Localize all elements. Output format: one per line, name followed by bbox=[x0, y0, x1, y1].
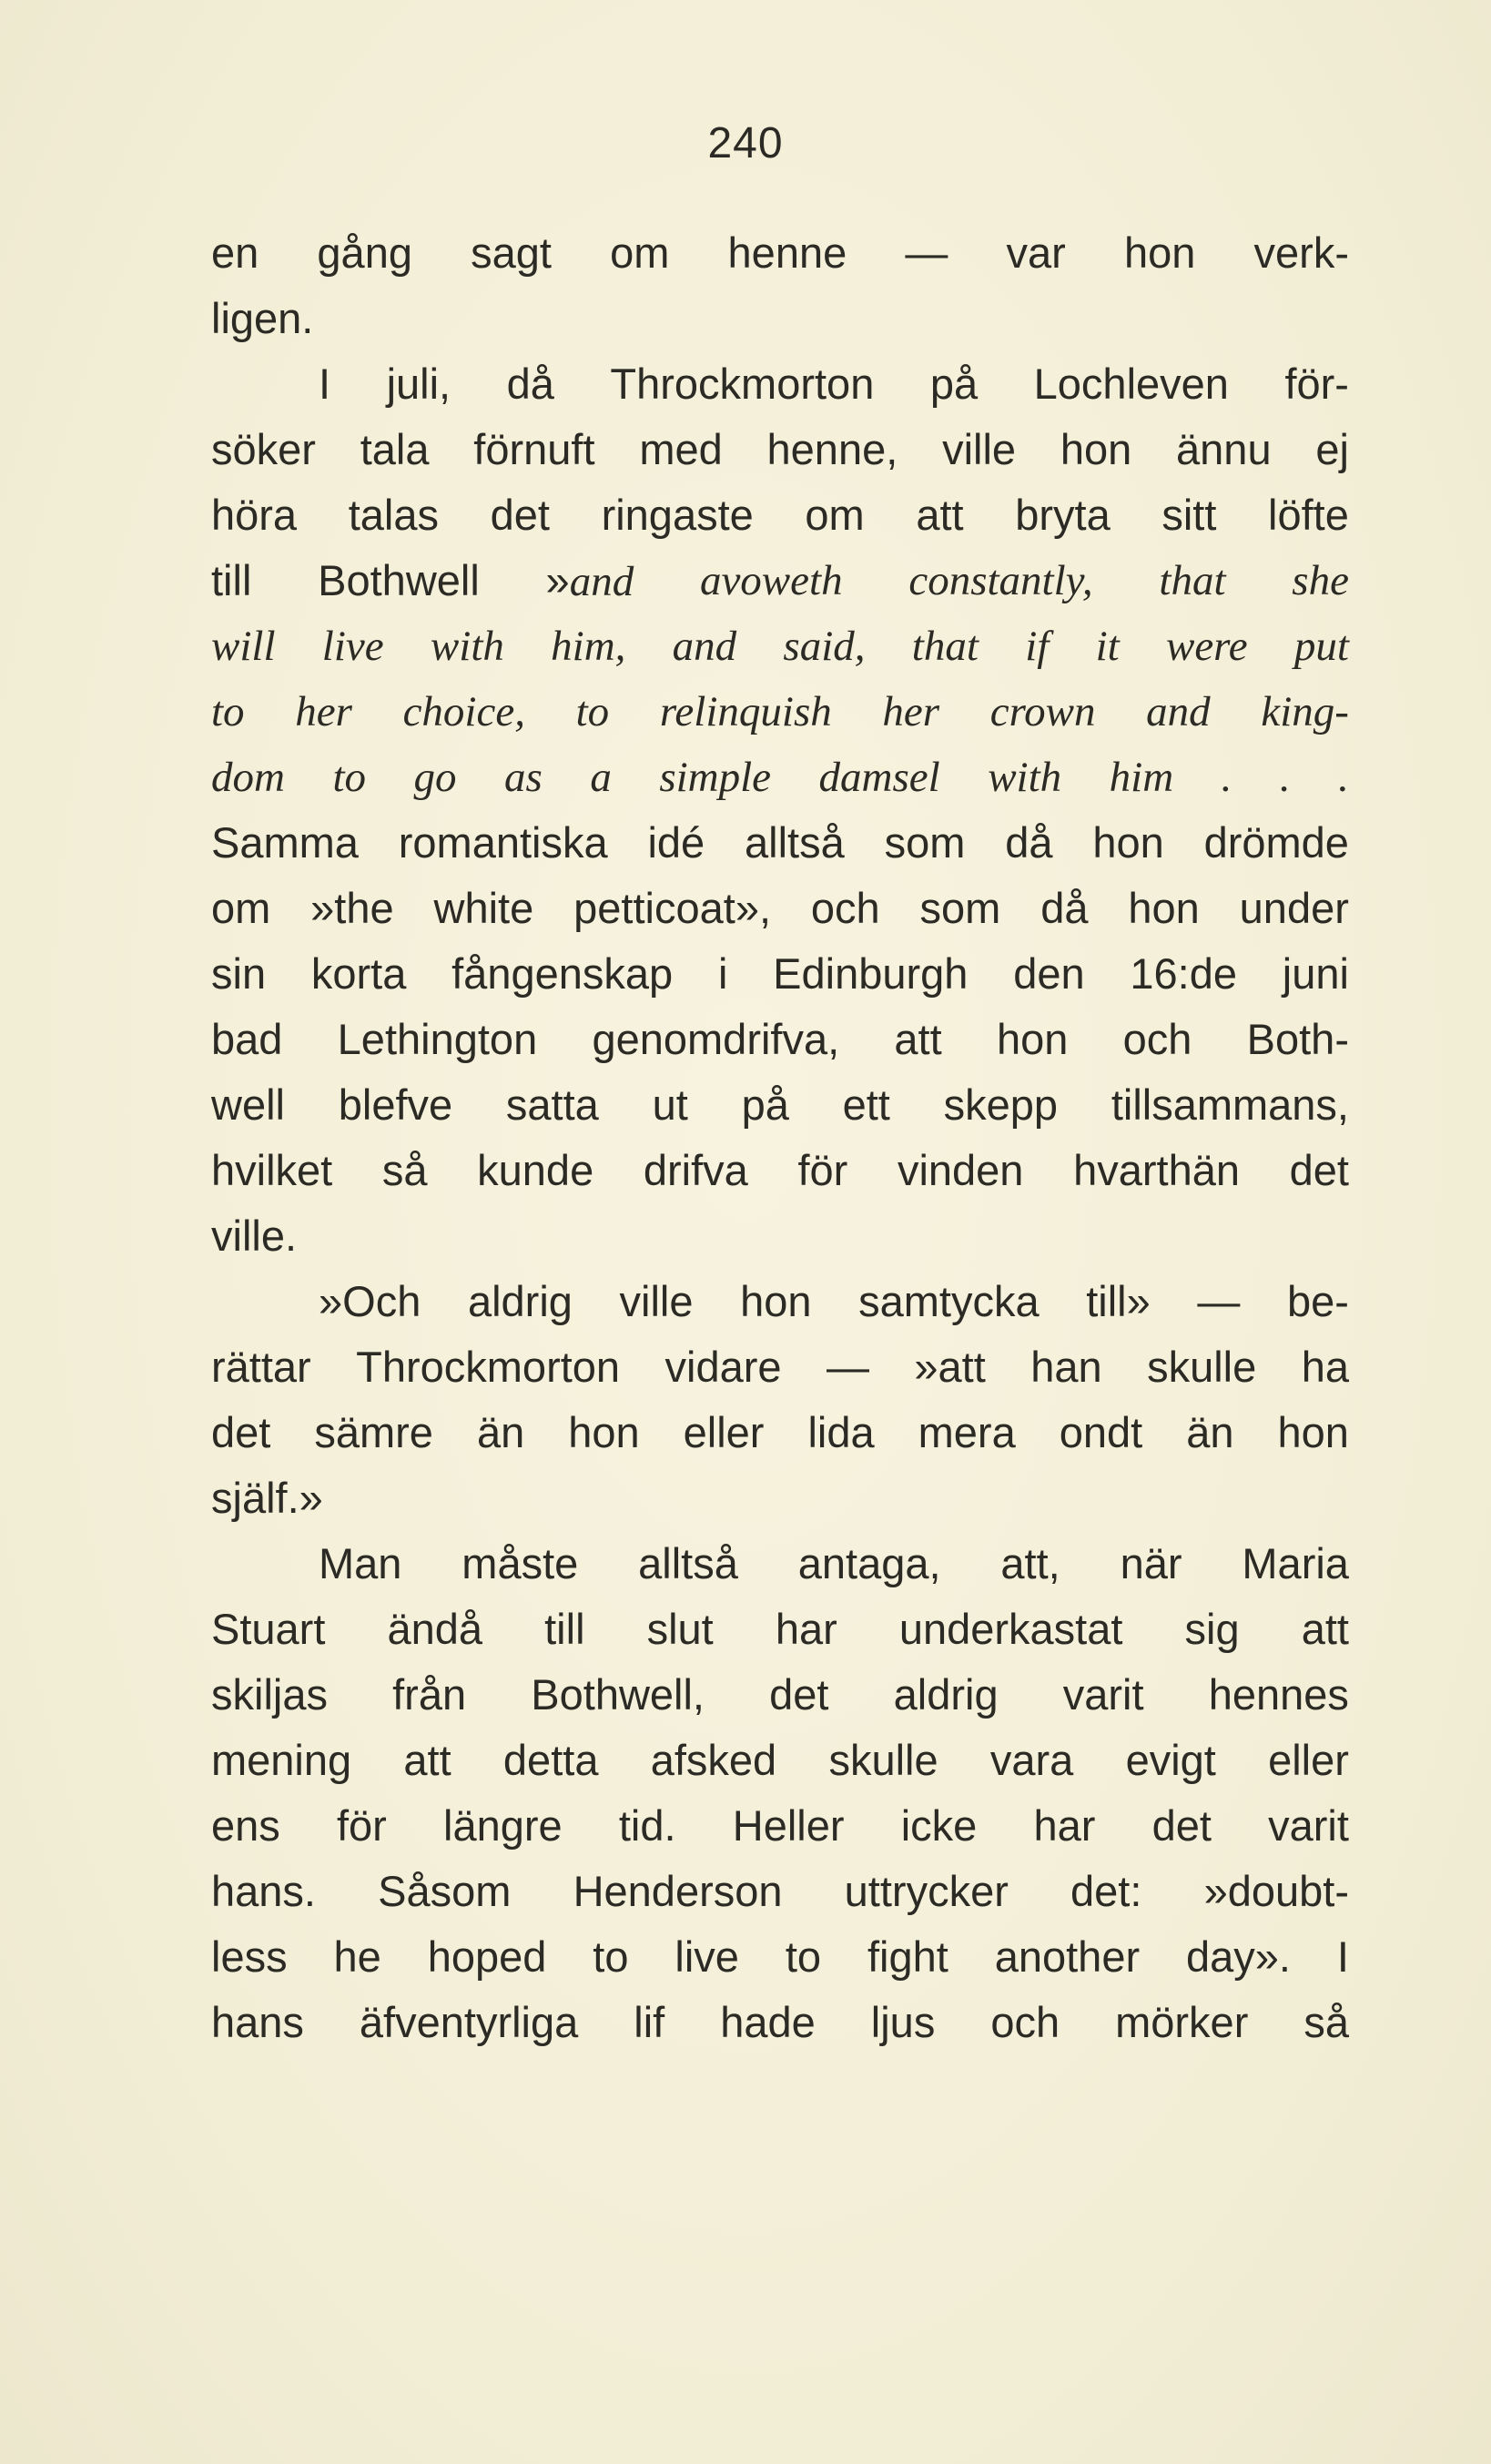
word: som bbox=[884, 818, 966, 867]
word: äfventyrliga bbox=[359, 1998, 579, 2046]
word: han bbox=[1030, 1343, 1102, 1391]
word: kunde bbox=[477, 1146, 594, 1194]
word: att bbox=[1301, 1605, 1349, 1653]
text-line bbox=[211, 351, 1349, 417]
word: tillsammans, bbox=[1111, 1080, 1349, 1129]
word: varit bbox=[1268, 1801, 1349, 1850]
text-line bbox=[211, 1793, 1349, 1859]
text-line bbox=[211, 482, 1349, 548]
word: hvilket bbox=[211, 1146, 333, 1194]
text-line bbox=[211, 286, 1349, 351]
word: att bbox=[403, 1736, 451, 1784]
word: eller bbox=[683, 1408, 765, 1456]
word: blefve bbox=[338, 1080, 453, 1129]
word: live bbox=[674, 1932, 739, 1981]
word: avoweth bbox=[699, 557, 843, 604]
word: evigt bbox=[1125, 1736, 1216, 1784]
word: då bbox=[1040, 884, 1089, 932]
word: har bbox=[775, 1605, 837, 1653]
word: tala bbox=[360, 425, 430, 473]
word: romantiska bbox=[398, 818, 608, 867]
word: 16:de bbox=[1130, 949, 1238, 998]
word: idé bbox=[647, 818, 705, 867]
word: sin bbox=[211, 949, 267, 998]
word: »and bbox=[545, 556, 634, 605]
text-line bbox=[211, 1072, 1349, 1138]
word: själf.» bbox=[211, 1474, 323, 1522]
word: vidare bbox=[664, 1343, 782, 1391]
word: juli, bbox=[386, 360, 451, 408]
word: fight bbox=[867, 1932, 948, 1981]
word: said, bbox=[783, 623, 866, 670]
word: ondt bbox=[1059, 1408, 1143, 1456]
text-line bbox=[211, 1924, 1349, 1990]
word: talas bbox=[348, 491, 439, 539]
text-line bbox=[211, 1465, 1349, 1531]
word: under bbox=[1239, 884, 1349, 932]
word: Bothwell bbox=[318, 556, 480, 604]
word: drifva bbox=[643, 1146, 748, 1194]
word: skiljas bbox=[211, 1670, 328, 1719]
text-line bbox=[211, 1138, 1349, 1203]
word: från bbox=[392, 1670, 467, 1719]
word: sagt bbox=[471, 228, 552, 277]
word: till bbox=[544, 1605, 585, 1653]
word: skepp bbox=[943, 1080, 1059, 1129]
word: sig bbox=[1184, 1605, 1240, 1653]
word: bad bbox=[211, 1015, 283, 1063]
word: den bbox=[1013, 949, 1085, 998]
word: ljus bbox=[870, 1998, 936, 2046]
word: hans bbox=[211, 1998, 304, 2046]
word: vara bbox=[989, 1736, 1074, 1784]
word: och bbox=[810, 884, 880, 932]
word: ville bbox=[942, 425, 1017, 473]
word: I bbox=[1336, 1932, 1349, 1981]
word: that bbox=[911, 623, 979, 670]
body-text bbox=[211, 220, 1349, 2055]
word: det bbox=[1289, 1146, 1349, 1194]
word: hon bbox=[1060, 425, 1132, 473]
word: her bbox=[295, 688, 352, 735]
word: om bbox=[211, 884, 271, 932]
word: and bbox=[1146, 688, 1211, 735]
word: Maria bbox=[1242, 1539, 1349, 1587]
word: icke bbox=[900, 1801, 978, 1850]
word: alltså bbox=[638, 1539, 738, 1587]
word: aldrig bbox=[893, 1670, 999, 1719]
word: live bbox=[321, 623, 384, 670]
word: hon bbox=[740, 1277, 812, 1325]
word: hon bbox=[1123, 228, 1196, 277]
word: ringaste bbox=[601, 491, 754, 539]
text-line bbox=[211, 1859, 1349, 1924]
word: detta bbox=[502, 1736, 599, 1784]
word: Both- bbox=[1246, 1015, 1349, 1063]
word: tid. bbox=[618, 1801, 676, 1850]
word: to bbox=[332, 754, 367, 801]
word: ut bbox=[652, 1080, 688, 1129]
word: aldrig bbox=[467, 1277, 573, 1325]
word: another bbox=[994, 1932, 1141, 1981]
word: drömde bbox=[1203, 818, 1349, 867]
word: mörker bbox=[1115, 1998, 1249, 2046]
word: Bothwell, bbox=[531, 1670, 705, 1719]
word: skulle bbox=[828, 1736, 938, 1784]
word: I bbox=[319, 360, 331, 408]
word: det bbox=[769, 1670, 829, 1719]
word: söker bbox=[211, 425, 316, 473]
word: afsked bbox=[650, 1736, 777, 1784]
text-line bbox=[211, 1269, 1349, 1334]
text-line bbox=[211, 220, 1349, 286]
word: . bbox=[1279, 754, 1291, 801]
word: genomdrifva, bbox=[592, 1015, 840, 1063]
word: har bbox=[1033, 1801, 1096, 1850]
word: på bbox=[741, 1080, 789, 1129]
word: she bbox=[1292, 557, 1349, 604]
word: varit bbox=[1062, 1670, 1144, 1719]
text-line bbox=[211, 1597, 1349, 1662]
word: damsel bbox=[818, 754, 940, 801]
word: if bbox=[1025, 623, 1050, 670]
word: Såsom bbox=[378, 1867, 512, 1915]
word: lida bbox=[807, 1408, 875, 1456]
word: day». bbox=[1186, 1932, 1291, 1981]
word: om bbox=[805, 491, 865, 539]
word: för- bbox=[1284, 360, 1349, 408]
word: bryta bbox=[1015, 491, 1111, 539]
word: him bbox=[1109, 754, 1174, 801]
text-line bbox=[211, 1990, 1349, 2055]
word: hon bbox=[1092, 818, 1164, 867]
word: sitt bbox=[1161, 491, 1217, 539]
word: king- bbox=[1261, 688, 1349, 735]
word: mening bbox=[211, 1736, 352, 1784]
word: henne bbox=[727, 228, 847, 277]
word: a bbox=[590, 754, 612, 801]
word: samtycka bbox=[858, 1277, 1040, 1325]
word: put bbox=[1293, 623, 1349, 670]
word: and bbox=[672, 623, 737, 670]
word: verk- bbox=[1253, 228, 1349, 277]
word: det bbox=[211, 1408, 271, 1456]
word: constantly, bbox=[908, 557, 1093, 604]
text-line bbox=[211, 1531, 1349, 1597]
word: mera bbox=[918, 1408, 1016, 1456]
word: satta bbox=[505, 1080, 599, 1129]
word: — bbox=[905, 228, 948, 277]
word: måste bbox=[462, 1539, 579, 1587]
word: will bbox=[211, 623, 276, 670]
word: well bbox=[211, 1080, 285, 1129]
word: ändå bbox=[387, 1605, 483, 1653]
word: Man bbox=[319, 1539, 402, 1587]
word: »att bbox=[914, 1343, 986, 1391]
text-line bbox=[211, 679, 1349, 745]
word: lif bbox=[634, 1998, 665, 2046]
word: om bbox=[610, 228, 670, 277]
word: var bbox=[1006, 228, 1066, 277]
word: det bbox=[1151, 1801, 1212, 1850]
word: antaga, bbox=[797, 1539, 941, 1587]
word: och bbox=[1122, 1015, 1192, 1063]
word: och bbox=[990, 1998, 1060, 2046]
page-number: 240 bbox=[707, 119, 784, 167]
word: it bbox=[1095, 623, 1120, 670]
word: hans. bbox=[211, 1867, 316, 1915]
word: uttrycker bbox=[844, 1867, 1009, 1915]
text-line bbox=[211, 1007, 1349, 1072]
word: to bbox=[211, 688, 245, 735]
word: henne, bbox=[766, 425, 898, 473]
word: her bbox=[882, 688, 940, 735]
word: ens bbox=[211, 1801, 280, 1850]
word: ännu bbox=[1176, 425, 1272, 473]
word: him, bbox=[551, 623, 626, 670]
text-line bbox=[211, 417, 1349, 482]
word: he bbox=[333, 1932, 381, 1981]
word: löfte bbox=[1268, 491, 1349, 539]
word: så bbox=[381, 1146, 428, 1194]
word: sämre bbox=[314, 1408, 433, 1456]
word: hvarthän bbox=[1073, 1146, 1240, 1194]
word: på bbox=[929, 360, 979, 408]
word: skulle bbox=[1147, 1343, 1257, 1391]
word: längre bbox=[443, 1801, 563, 1850]
word: att, bbox=[1000, 1539, 1060, 1587]
word: go bbox=[413, 754, 457, 801]
word: till bbox=[211, 556, 252, 604]
word: to bbox=[575, 688, 610, 735]
word: höra bbox=[211, 491, 298, 539]
word: underkastat bbox=[898, 1605, 1123, 1653]
word: with bbox=[988, 754, 1062, 801]
text-line bbox=[211, 548, 1349, 613]
word: Heller bbox=[732, 1801, 845, 1850]
word: that bbox=[1159, 557, 1226, 604]
word: då bbox=[1005, 818, 1053, 867]
word: än bbox=[1186, 1408, 1234, 1456]
word: slut bbox=[646, 1605, 714, 1653]
word: att bbox=[916, 491, 964, 539]
word: korta bbox=[310, 949, 407, 998]
word: en bbox=[211, 228, 259, 277]
word: . bbox=[1221, 754, 1232, 801]
word: juni bbox=[1282, 949, 1349, 998]
word: Stuart bbox=[211, 1605, 326, 1653]
text-line bbox=[211, 1334, 1349, 1400]
word: Henderson bbox=[573, 1867, 783, 1915]
word: Lethington bbox=[337, 1015, 538, 1063]
word: hade bbox=[720, 1998, 816, 2046]
word: förnuft bbox=[473, 425, 595, 473]
text-line bbox=[211, 1400, 1349, 1465]
word: dom bbox=[211, 754, 285, 801]
word: när bbox=[1120, 1539, 1182, 1587]
word: att bbox=[894, 1015, 942, 1063]
word: då bbox=[506, 360, 554, 408]
word: Throckmorton bbox=[610, 360, 875, 408]
word: »Och bbox=[319, 1277, 421, 1325]
word: det bbox=[490, 491, 550, 539]
word: Edinburgh bbox=[773, 949, 969, 998]
word: were bbox=[1165, 623, 1248, 670]
text-line bbox=[211, 1662, 1349, 1728]
word: hennes bbox=[1208, 1670, 1349, 1719]
word: alltså bbox=[745, 818, 845, 867]
word: ville. bbox=[211, 1212, 298, 1260]
word: less bbox=[211, 1932, 288, 1981]
word: relinquish bbox=[659, 688, 832, 735]
word: ej bbox=[1315, 425, 1349, 473]
word: till» bbox=[1086, 1277, 1151, 1325]
word: eller bbox=[1268, 1736, 1349, 1784]
word: ha bbox=[1301, 1343, 1349, 1391]
word: as bbox=[504, 754, 543, 801]
word: simple bbox=[659, 754, 772, 801]
word: ville bbox=[619, 1277, 694, 1325]
word: — bbox=[826, 1343, 869, 1391]
text-line bbox=[211, 876, 1349, 941]
word: i bbox=[717, 949, 728, 998]
word: Lochleven bbox=[1033, 360, 1229, 408]
word: . bbox=[1338, 754, 1349, 801]
text-line bbox=[211, 810, 1349, 876]
word: vinden bbox=[897, 1146, 1024, 1194]
word: — bbox=[1197, 1277, 1241, 1325]
word: som bbox=[919, 884, 1001, 932]
word: to bbox=[593, 1932, 629, 1981]
text-line bbox=[211, 941, 1349, 1007]
word: hon bbox=[1128, 884, 1200, 932]
word: med bbox=[639, 425, 723, 473]
word: så bbox=[1303, 1998, 1349, 2046]
word: »the bbox=[310, 884, 394, 932]
word: hon bbox=[996, 1015, 1069, 1063]
word: rättar bbox=[211, 1343, 311, 1391]
word: ligen. bbox=[211, 294, 314, 342]
word: be- bbox=[1286, 1277, 1349, 1325]
word: det: bbox=[1070, 1867, 1142, 1915]
word: Samma bbox=[211, 818, 359, 867]
word: hoped bbox=[427, 1932, 547, 1981]
word: choice, bbox=[402, 688, 525, 735]
text-line bbox=[211, 1203, 1349, 1269]
word: för bbox=[797, 1146, 848, 1194]
word: »doubt- bbox=[1203, 1867, 1349, 1915]
word: white bbox=[433, 884, 534, 932]
text-line bbox=[211, 745, 1349, 810]
text-line bbox=[211, 1728, 1349, 1793]
word: än bbox=[476, 1408, 525, 1456]
word: gång bbox=[317, 228, 412, 277]
word: petticoat», bbox=[573, 884, 772, 932]
word: crown bbox=[989, 688, 1096, 735]
text-line bbox=[211, 613, 1349, 679]
word: hon bbox=[1277, 1408, 1349, 1456]
word: Throckmorton bbox=[356, 1343, 621, 1391]
word: with bbox=[430, 623, 504, 670]
word: ett bbox=[842, 1080, 890, 1129]
word: to bbox=[785, 1932, 822, 1981]
word: för bbox=[336, 1801, 387, 1850]
word: hon bbox=[568, 1408, 640, 1456]
word: fångenskap bbox=[451, 949, 674, 998]
